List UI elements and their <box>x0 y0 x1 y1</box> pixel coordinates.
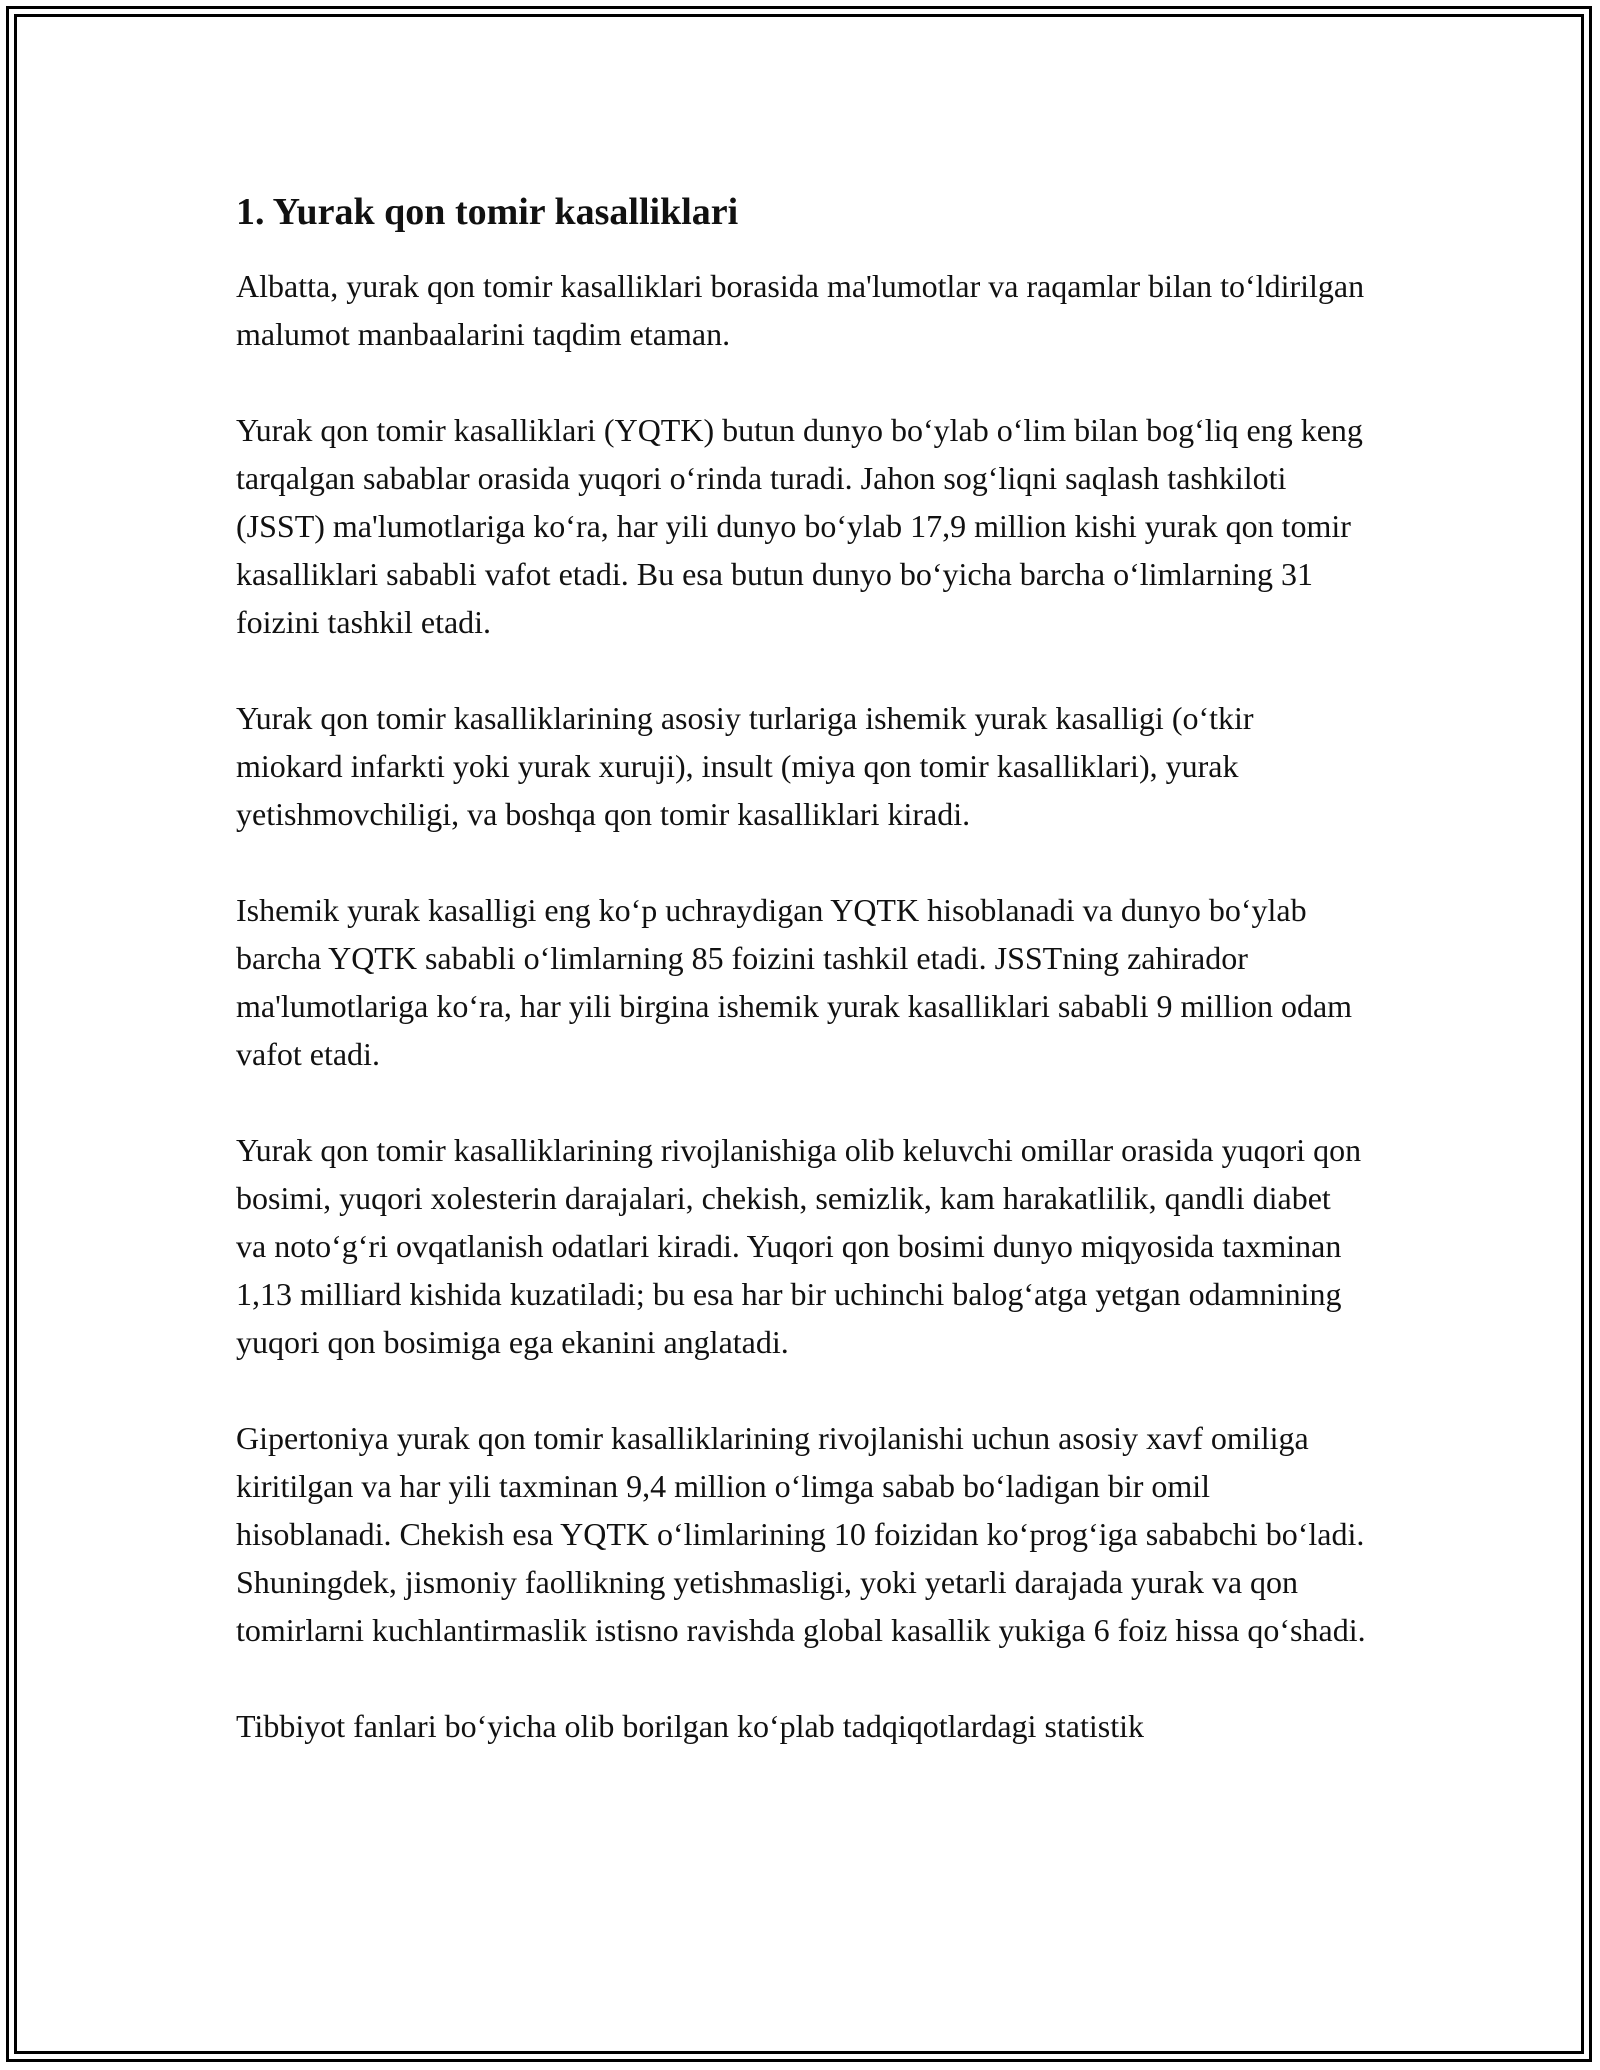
paragraph-global-statistics: Yurak qon tomir kasalliklari (YQTK) butun dunyo bo‘ylab o‘lim bilan bog‘liq eng keng tarqalgan sabablar orasida yuqori o‘rinda turadi. Jahon sog‘liqni saqlash tashkiloti (JSST) ma'lumotlariga ko‘ra, har yili dunyo bo‘ylab 17,9 million kishi yurak qon tomir kasalliklari sababli vafot etadi. Bu esa butun dunyo bo‘yicha barcha o‘limlarning 31 foizini tashkil etadi. <box>236 412 1363 640</box>
section-heading: 1. Yurak qon tomir kasalliklari <box>236 191 739 233</box>
paragraph-disease-types: Yurak qon tomir kasalliklarining asosiy turlariga ishemik yurak kasalligi (o‘tkir miokard infarkti yoki yurak xuruji), insult (miya qon tomir kasalliklari), yurak yetishmovchiligi, va boshqa qon tomir kasalliklari kiradi. <box>236 700 1254 832</box>
document-body <box>236 188 1366 1750</box>
paragraph-risk-factors: Yurak qon tomir kasalliklarining rivojlanishiga olib keluvchi omillar orasida yuqori qon bosimi, yuqori xolesterin darajalari, chekish, semizlik, kam harakatlilik, qandli diabet va noto‘g‘ri ovqatlanish odatlari kiradi. Yuqori qon bosimi dunyo miqyosida taxminan 1,13 milliard kishida kuzatiladi; bu esa har bir uchinchi balog‘atga yetgan odamnining yuqori qon bosimiga ega ekanini anglatadi. <box>236 1132 1362 1360</box>
paragraph-ischemic-disease: Ishemik yurak kasalligi eng ko‘p uchraydigan YQTK hisoblanadi va dunyo bo‘ylab barcha YQTK sababli o‘limlarning 85 foizini tashkil etadi. JSSTning zahirador ma'lumotlariga ko‘ra, har yili birgina ishemik yurak kasalliklari sababli 9 million odam vafot etadi. <box>236 892 1353 1072</box>
paragraph-hypertension: Gipertoniya yurak qon tomir kasalliklarining rivojlanishi uchun asosiy xavf omiliga kiritilgan va har yili taxminan 9,4 million o‘limga sabab bo‘ladigan bir omil hisoblanadi. Chekish esa YQTK o‘limlarining 10 foizidan ko‘prog‘iga sababchi bo‘ladi. Shuningdek, jismoniy faollikning yetishmasligi, yoki yetarli darajada yurak va qon tomirlarni kuchlantirmaslik istisno ravishda global kasallik yukiga 6 foiz hissa qo‘shadi. <box>236 1420 1366 1648</box>
paragraph-research-statistics: Tibbiyot fanlari bo‘yicha olib borilgan ko‘plab tadqiqotlardagi statistik <box>236 1708 1144 1744</box>
paragraph-intro: Albatta, yurak qon tomir kasalliklari borasida ma'lumotlar va raqamlar bilan to‘ldirilgan malumot manbaalarini taqdim etaman. <box>236 268 1365 352</box>
